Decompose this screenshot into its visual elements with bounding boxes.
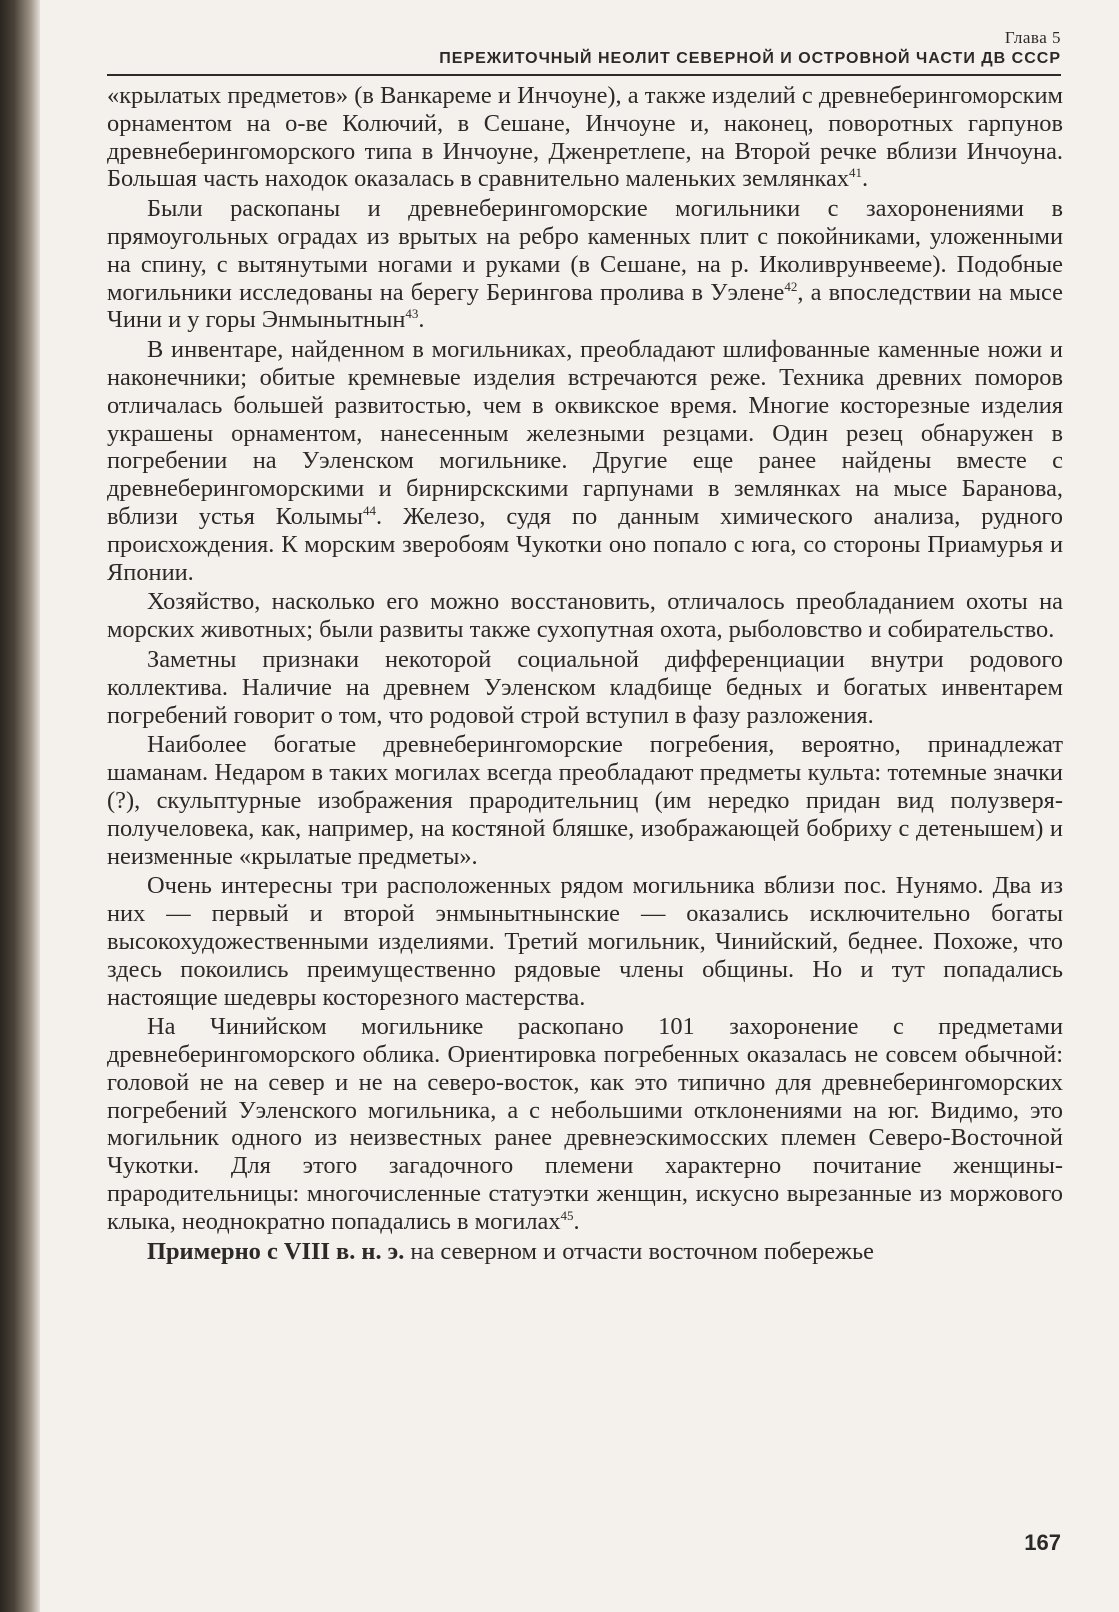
footnote-ref[interactable]: 44 [362,502,376,518]
paragraph-8: На Чинийском могильнике раскопано 101 захоронение с предметами древнеберингоморского облика. Ориентировка погребенных оказалась не совсем обычной: головой не на север и не на северо-восток, как это типично для древнеберингоморских погребений Уэленского могильника, а с небольшими отклонениями на юг. Видимо, это могильник одного из неизвестных ранее древнеэскимосских племен Северо-Восточной Чукотки. Для этого загадочного племени характерно почитание женщины-прародительницы: многочисленные статуэтки женщин, искусно вырезанные из моржового клыка, неоднократно попадались в могилах$^{45}$. [107,1013,1063,1235]
header-rule [107,74,1061,76]
footnote-ref[interactable]: 42 [784,278,798,294]
footnote-ref[interactable]: 41 [849,165,863,181]
book-spine-shadow [0,0,40,1612]
paragraph-6: Наиболее богатые древнеберингоморские погребения, вероятно, принадлежат шаманам. Недаром в таких могилах всегда преобладают предметы культа: тотемные значки (?), скульптурные изображения прародительниц (им нередко придан вид полузверя-получеловека, как, например, на костяной бляшке, изображающей бобриху с детенышем) и неизменные «крылатые предметы». [107,731,1063,870]
paragraph-9: Примерно с VIII в. н. э. на северном и отчасти восточном побережье [147,1237,874,1265]
running-head-title: ПЕРЕЖИТОЧНЫЙ НЕОЛИТ СЕВЕРНОЙ И ОСТРОВНОЙ ЧАСТИ ДВ СССР [439,50,1061,67]
chapter-label: Глава 5 [1004,28,1061,47]
footnote-ref[interactable]: 43 [405,306,419,322]
page-number: 167 [1024,1530,1061,1555]
paragraph-2: Были раскопаны и древнеберингоморские могильники с захоронениями в прямоугольных оградах из врытых на ребро каменных плит с покойниками, уложенными на спину, с вытянутыми ногами и руками (в Сешане, на р. Иколиврунвееме). Подобные могильники исследованы на берегу Берингова пролива в Уэлене$^{42}$, а впоследствии на мысе Чини и у горы Энмынытнын$^{43}$. [107,195,1064,334]
paragraph-3: В инвентаре, найденном в могильниках, преобладают шлифованные каменные ножи и наконечники; обитые кремневые изделия встречаются реже. Техника древних поморов отличалась большей развитостью, чем в оквикское время. Многие косторезные изделия украшены орнаментом, нанесенным железными резцами. Один резец обнаружен в погребении на Уэленском могильнике. Другие еще ранее найдены вместе с древнеберингоморскими и бирнирскскими гарпунами в землянках на мысе Баранова, вблизи устья Колымы$^{44}$. Железо, судя по данным химического анализа, рудного происхождения. К морским зверобоям Чукотки оно попало с юга, со стороны Приамурья и Японии. [107,336,1064,586]
paragraph-7: Очень интересны три расположенных рядом могильника вблизи пос. Нунямо. Два из них — первый и второй энмынытнынские — оказались исключительно богаты высокохудожественными изделиями. Третий могильник, Чинийский, беднее. Похоже, что здесь покоились преимущественно рядовые члены общины. Но и тут попадались настоящие шедевры косторезного мастерства. [107,872,1063,1011]
bold-lead-in: Примерно с VIII в. н. э. [147,1237,405,1265]
footnote-ref[interactable]: 45 [560,1207,574,1223]
running-head [107,20,1061,70]
body-text [107,82,1063,1267]
paragraph-1: «крылатых предметов» (в Ванкареме и Инчоуне), а также изделий с древнеберингоморским орнаментом на о-ве Колючий, в Сешане, Инчоуне и, наконец, поворотных гарпунов древнеберингоморского типа в Инчоуне, Дженретлепе, на Второй речке вблизи Инчоуна. Большая часть находок оказалась в сравнительно маленьких землянках$^{41}$. [107,82,1063,193]
paragraph-5: Заметны признаки некоторой социальной дифференциации внутри родового коллектива. Наличие на древнем Уэленском кладбище бедных и богатых инвентарем погребений говорит о том, что родовой строй вступил в фазу разложения. [107,645,1063,729]
paragraph-4: Хозяйство, насколько его можно восстановить, отличалось преобладанием охоты на морских животных; были развиты также сухопутная охота, рыболовство и собирательство. [107,588,1063,644]
